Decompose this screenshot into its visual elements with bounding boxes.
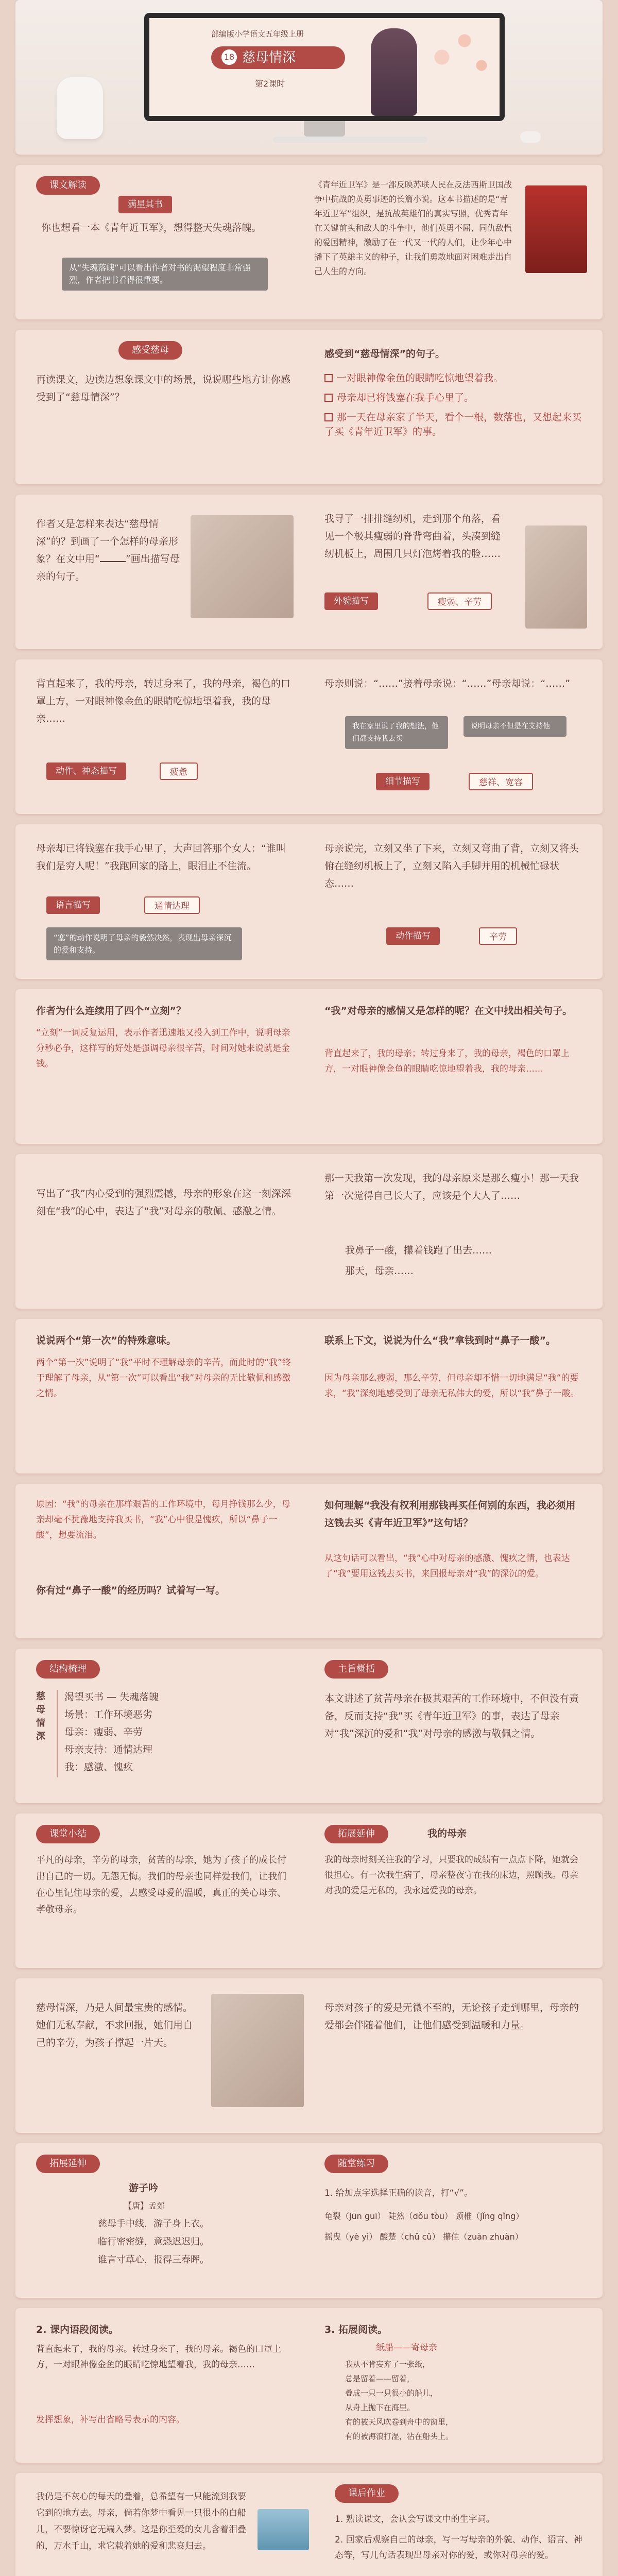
slide-2-item: 母亲却已将钱塞在我手心里了。 — [324, 391, 587, 405]
homework-item: 1. 熟读课文，会认会写课文中的生字词。 — [335, 2514, 495, 2524]
slide-3 — [15, 495, 603, 649]
slide-2-item: 那一天在母亲家了半天，看个一根，数落也，又想起来买了买《青年近卫军》的事。 — [324, 412, 582, 437]
poem-line: 临行密密缝，意恐迟迟归。 — [98, 2236, 209, 2247]
slide-4-right-text: 母亲则说：“……”接着母亲说：“……”母亲却说：“……” — [324, 678, 571, 689]
slide-2-item: 一对眼神像金鱼的眼睛吃惊地望着我。 — [324, 371, 587, 385]
slide-6-answer: “立刻”一词反复运用，表示作者迅速地又投入到工作中，说明母亲分秒必争，这样写的好处是强调母亲很辛苦，时间对她来说就是金钱。 — [36, 1028, 290, 1069]
slide-1 — [15, 165, 603, 319]
trait-chip: 瘦弱、辛劳 — [427, 592, 492, 610]
slide-7-text: 写出了“我”内心受到的强烈震撼，母亲的形象在这一刻深深刻在“我”的心中，表达了“我”对母亲的敬佩、感激之情。 — [36, 1188, 291, 1217]
bracket-line — [57, 1690, 58, 1777]
reading-poem-line: 叠成一只一只很小的船儿， — [345, 2388, 438, 2398]
extension-text: 我的母亲时刻关注我的学习，只要我的成绩有一点点下降，她就会很担心。有一次我生病了，母亲整夜守在我的床边，照顾我。母亲对我的爱是无私的，我永远爱我的母亲。 — [324, 1855, 578, 1896]
exercise-passage: 背直起来了，我的母亲。转过身来了，我的母亲。褐色的口罩上方，一对眼神像金鱼的眼睛吃惊地望着我，我的母亲…… — [36, 2344, 281, 2370]
cover-title: 慈母情深 — [242, 50, 296, 65]
section-tag: 随堂练习 — [324, 2155, 388, 2173]
extension-title: 我的母亲 — [427, 1828, 467, 1839]
slide-2-question: 再读课文，边读边想象课文中的场景，说说哪些地方让你感受到了“慈母情深”？ — [36, 374, 291, 403]
slide-5-note: “塞”的动作说明了母亲的毅然决然，表现出母亲深沉的爱和支持。 — [46, 927, 242, 960]
book-cover-image — [525, 185, 587, 273]
slide-12-right-text: 母亲对孩子的爱是无微不至的，无论孩子走到哪里，母亲的爱都会伴随着他们，让他们感受到温暖和力量。 — [324, 2002, 579, 2031]
exercise-question: 3. 拓展阅读。 — [324, 2324, 388, 2335]
slide-8-answer: 两个“第一次”说明了“我”平时不理解母亲的辛苦，而此时的“我”终于理解了母亲，从“第一次”可以看出“我”对母亲的无比敬佩和感激之情。 — [36, 1358, 291, 1399]
cover-subtitle: 部编版小学语文五年级上册 — [211, 29, 304, 39]
reading-poem-line: 我从不肯妄弃了一张纸， — [345, 2360, 431, 2369]
section-tag: 拓展延伸 — [36, 2155, 100, 2173]
slide-6-question: 作者为什么连续用了四个“立刻”？ — [36, 1005, 186, 1016]
slide-1-text: 你也想看一本《青年近卫军》，想得整天失魂落魄。 — [41, 222, 262, 233]
section-tag: 主旨概括 — [324, 1660, 388, 1679]
slide-9-text: 原因：“我”的母亲在那样艰苦的工作环境中，每月挣钱那么少，母亲却毫不犹豫地支持我买书，“我”心中很是愧疚，所以“鼻子一酸”，想要流泪。 — [36, 1499, 290, 1540]
slide-9-right-question: 如何理解“我没有权利用那钱再买任何别的东西，我必须用这钱去买《青年近卫军》”这句话？ — [324, 1500, 576, 1529]
structure-item: 我：感激、愧疚 — [64, 1761, 133, 1773]
section-tag: 感受慈母 — [118, 341, 182, 360]
reading-poem-line: 总是留着——留着， — [345, 2374, 415, 2383]
structure-item: 渴望买书 — 失魂落魄 — [64, 1691, 159, 1703]
slide-11 — [15, 1814, 603, 1968]
slide-10 — [15, 1649, 603, 1803]
summary-text: 本文讲述了贫苦母亲在极其艰苦的工作环境中，不但没有责备，反而支持“我”买《青年近卫军》的事，表达了母亲对“我”深沉的爱和“我”对母亲的感激与敬佩之情。 — [324, 1693, 579, 1739]
slide-9-question: 你有过“鼻子一酸”的经历吗？试着写一写。 — [36, 1585, 225, 1596]
slide-7-right-text-2: 我鼻子一酸，攥着钱跑了出去…… — [345, 1245, 492, 1256]
slide-4-note-1: 我在家里说了我的想法，他们都支持我去买 — [345, 716, 448, 749]
slide-2-heading: 感受到“慈母情深”的句子。 — [324, 348, 445, 360]
reading-poem-line: 有的被天风吹卷到舟中的窗里， — [345, 2417, 454, 2427]
cover-lesson: 第2课时 — [255, 79, 285, 89]
slide-9-right-answer: 从这句话可以看出，“我”心中对母亲的感激、愧疚之情，也表达了“我”要用这钱去买书，来回报母亲对“我”的深沉的爱。 — [324, 1553, 570, 1579]
exercise-option: 摇曳（yè yì） 酸楚（chǔ cǔ） 攥住（zuàn zhuàn） — [324, 2232, 523, 2242]
poem-author: 【唐】孟郊 — [124, 2201, 165, 2211]
poem-line: 谁言寸草心，报得三春晖。 — [98, 2255, 209, 2265]
highlight-chip: 满星其书 — [118, 196, 172, 213]
slide-9 — [15, 1484, 603, 1638]
mother-figure — [371, 28, 417, 116]
structure-item: 母亲支持：通情达理 — [64, 1744, 153, 1755]
lesson-number-badge: 18 — [221, 49, 237, 65]
slide-4-note-2: 说明母亲不但是在支持他 — [464, 716, 566, 737]
cover-title-box — [211, 46, 345, 69]
trait-chip: 通情达理 — [144, 896, 200, 914]
slide-4-text: 背直起来了，我的母亲，转过身来了，我的母亲，褐色的口罩上方，一对眼神像金鱼的眼睛吃惊地望着我，我的母亲…… — [36, 678, 291, 724]
elderly-mother-image — [211, 1994, 304, 2107]
slide-7 — [15, 1154, 603, 1309]
monitor-stand — [304, 121, 345, 137]
section-tag: 课文解读 — [36, 176, 100, 195]
slide-5-right-text: 母亲说完，立刻又坐了下来，立刻又弯曲了背，立刻又将头俯在缝纫机板上了，立刻又陷入手脚并用的机械忙碌状态…… — [324, 843, 579, 889]
description-type-chip: 细节描写 — [376, 773, 430, 790]
slide-6-answer-2: 背直起来了，我的母亲；转过身来了，我的母亲，褐色的口罩上方，一对眼神像金鱼的眼睛吃惊地望着我，我的母亲…… — [324, 1048, 570, 1074]
section-tag: 拓展延伸 — [324, 1825, 388, 1843]
description-type-chip: 动作描写 — [386, 927, 440, 945]
slide-8-answer-2: 因为母亲那么瘦弱，那么辛劳，但母亲却不惜一切地满足“我”的要求，“我”深刻地感受到了母亲无私伟大的爱，所以“我”鼻子一酸。 — [324, 1373, 579, 1399]
poem-title: 游子吟 — [129, 2182, 159, 2194]
section-tag: 课堂小结 — [36, 1825, 100, 1843]
slide-5 — [15, 824, 603, 979]
reading-poem-line: 有的被海浪打湿，沾在船头上。 — [345, 2432, 454, 2441]
cover-slide — [15, 0, 603, 155]
mouse — [520, 131, 541, 143]
reading-poem-line: 从舟上抛下在海里。 — [345, 2403, 415, 2412]
slide-12 — [15, 1978, 603, 2133]
slide-8 — [15, 1319, 603, 1473]
slide-13 — [15, 2143, 603, 2298]
slide-7-right-text-3: 那天，母亲…… — [345, 1265, 414, 1277]
slide-8-question-2: 联系上下文，说说为什么“我”拿钱到时“鼻子一酸”。 — [324, 1335, 556, 1346]
slide-4 — [15, 659, 603, 814]
slide-6 — [15, 989, 603, 1144]
structure-item: 场景：工作环境恶劣 — [64, 1709, 153, 1720]
structure-center: 慈母情深 — [36, 1691, 45, 1742]
slide-2 — [15, 330, 603, 484]
reading-poem-title: 纸船——寄母亲 — [376, 2343, 437, 2353]
structure-item: 母亲：瘦弱、辛劳 — [64, 1726, 143, 1738]
poem-line: 慈母手中线，游子身上衣。 — [98, 2218, 209, 2229]
slide-12-text: 慈母情深，乃是人间最宝贵的感情。她们无私奉献，不求回报，她们用自己的辛劳，为孩子撑起一片天。 — [36, 2002, 193, 2048]
slide-1-book-intro: 《青年近卫军》是一部反映苏联人民在反法西斯卫国战争中抗战的英勇事迹的长篇小说。这本书描述的是“青年近卫军”组织，是抗战英雄们的真实写照，优秀青年在关键前头和敌人的斗争中，他们英勇不屈、同仇敌忾的爱国精神，激励了在一代又一代的人们，让少年心中播下了英雄主义的种子，让我们勇敢地面对困难走出自己人生的方向。 — [314, 180, 512, 276]
summary-text: 平凡的母亲，辛劳的母亲，贫苦的母亲，她为了孩子的成长付出自己的一切。无怨无悔。我们的母亲也同样爱我们，让我们在心里记住母亲的爱，去感受母爱的温暖，真正的关心母亲、孝敬母亲。 — [36, 1855, 286, 1915]
paper-boat-image — [258, 2509, 309, 2550]
slide-3-text: 我寻了一排排缝纫机，走到那个角落，看见一个极其瘦弱的脊背弯曲着，头凑到缝纫机板上，周围几只灯泡烤着我的脸…… — [324, 513, 501, 560]
trait-chip: 疲惫 — [160, 762, 198, 780]
section-tag: 课后作业 — [335, 2484, 399, 2503]
trait-chip: 辛劳 — [479, 927, 517, 945]
description-type-chip: 外貌描写 — [324, 592, 378, 610]
slide-3-question: 作者又是怎样来表达“慈母情深”的？到画了一个怎样的母亲形象？在文中用“ ”画出描写母亲的句子。 — [36, 518, 180, 582]
slide-1-note: 从“失魂落魄”可以看出作者对书的渴望程度非常强烈，作者把书看得很重要。 — [62, 258, 268, 291]
description-type-chip: 语言描写 — [46, 896, 100, 914]
slide-7-right-text: 那一天我第一次发现，我的母亲原来是那么瘦小！那一天我第一次觉得自己长大了，应该是个大人了…… — [324, 1173, 579, 1201]
slide-6-question-2: “我”对母亲的感情又是怎样的呢？在文中找出相关句子。 — [324, 1005, 572, 1016]
sewing-workshop-image — [191, 515, 294, 618]
slide-8-question: 说说两个“第一次”的特殊意味。 — [36, 1335, 176, 1346]
section-tag: 结构梳理 — [36, 1660, 100, 1679]
description-type-chip: 动作、神态描写 — [46, 762, 126, 780]
monitor — [144, 13, 505, 121]
exercise-question: 2. 课内语段阅读。 — [36, 2324, 119, 2335]
keyboard — [273, 137, 427, 143]
reading-continuation: 我仍是不灰心的每天的叠着，总希望有一只能流到我要它到的地方去。母亲，倘若你梦中看见一只很小的白船儿，不要惊讶它无端入梦。这是你至爱的女儿含着泪叠的，万水千山，求它载着她的爱和悲哀归去。 — [36, 2492, 246, 2551]
homework-item: 2. 回家后观察自己的母亲，写一写母亲的外貌、动作、语言、神态等，写几句话表现出母亲对你的爱，或你对母亲的爱。 — [335, 2535, 582, 2561]
slide-15 — [15, 2473, 603, 2576]
slide-5-text: 母亲却已将钱塞在我手心里了，大声回答那个女人：“谁叫我们是穷人呢！”我跑回家的路上，眼泪止不住流。 — [36, 843, 286, 872]
mother-illustration — [525, 526, 587, 629]
vase — [57, 77, 103, 139]
trait-chip: 慈祥、宽容 — [469, 773, 533, 790]
exercise-option: 龟裂（jūn guī） 陡然（dǒu tòu） 颈椎（jǐng qǐng） — [324, 2211, 524, 2221]
slide-14 — [15, 2308, 603, 2463]
exercise-question: 1. 给加点字选择正确的读音，打“√”。 — [324, 2188, 473, 2198]
exercise-instruction: 发挥想象，补写出省略号表示的内容。 — [36, 2415, 185, 2425]
